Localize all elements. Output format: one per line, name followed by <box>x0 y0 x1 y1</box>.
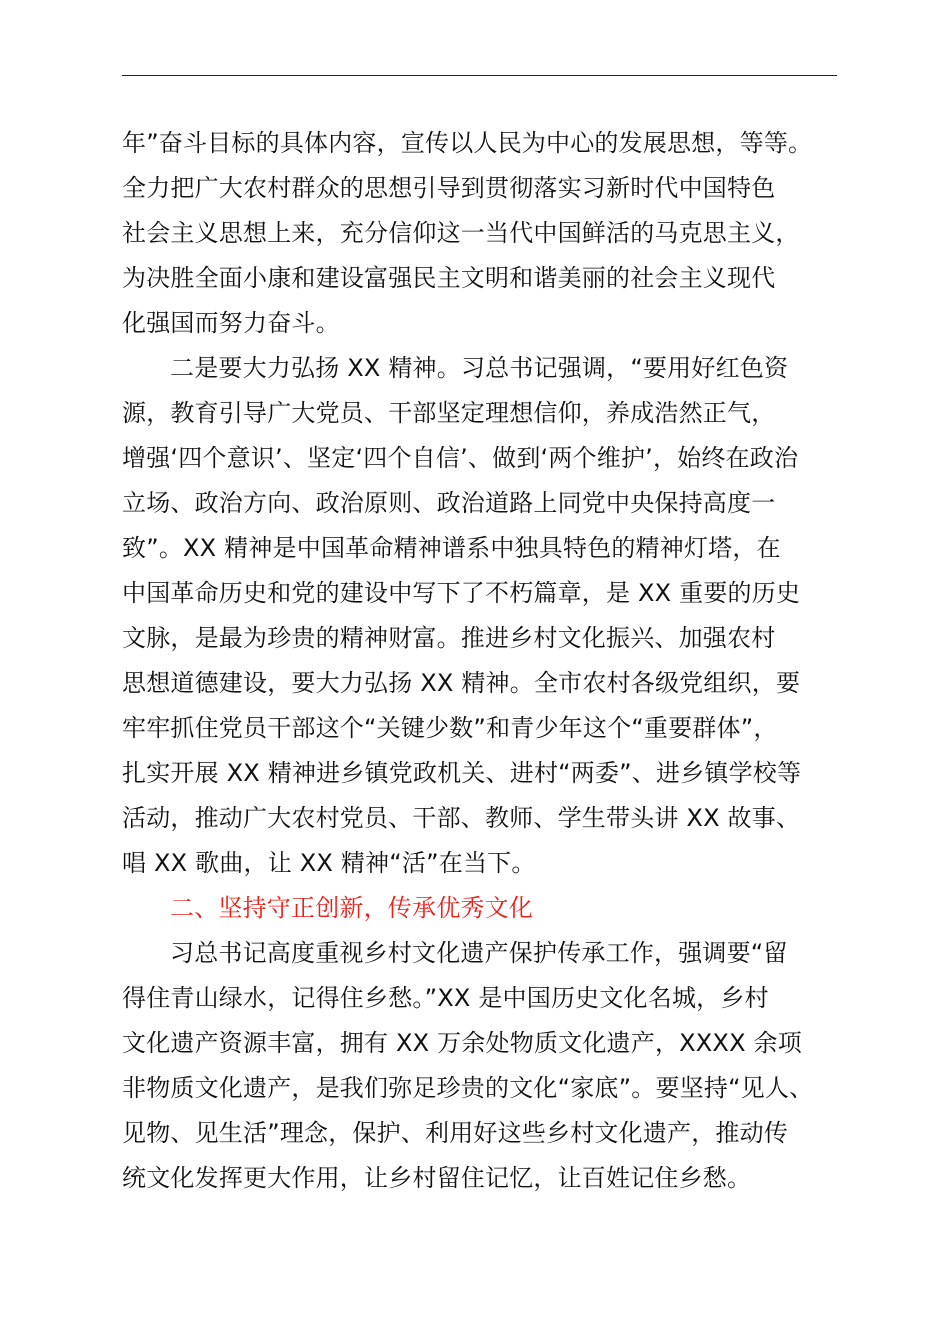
text-line: 中国革命历史和党的建设中写下了不朽篇章，是 XX 重要的历史 <box>122 579 801 607</box>
text-line: 思想道德建设，要大力弘扬 XX 精神。全市农村各级党组织，要 <box>122 669 801 697</box>
text-line: 立场、政治方向、政治原则、政治道路上同党中央保持高度一 <box>122 489 776 517</box>
text-line: 扎实开展 XX 精神进乡镇党政机关、进村“两委”、进乡镇学校等 <box>122 759 802 787</box>
text-line: 全力把广大农村群众的思想引导到贯彻落实习新时代中国特色 <box>122 174 776 202</box>
text-line: 致”。XX 精神是中国革命精神谱系中独具特色的精神灯塔，在 <box>122 534 781 562</box>
text-line: 得住青山绿水，记得住乡愁。”XX 是中国历史文化名城，乡村 <box>122 984 769 1012</box>
text-line: 为决胜全面小康和建设富强民主文明和谐美丽的社会主义现代 <box>122 264 776 292</box>
text-line: 二是要大力弘扬 XX 精神。习总书记强调，“要用好红色资 <box>170 354 789 382</box>
section-heading <box>122 886 842 931</box>
document-body <box>122 121 842 1201</box>
text-line: 见物、见生活”理念，保护、利用好这些乡村文化遗产，推动传 <box>122 1119 789 1147</box>
text-line: 非物质文化遗产，是我们弥足珍贵的文化“家底”。要坚持“见人、 <box>122 1074 814 1102</box>
text-line: 统文化发挥更大作用，让乡村留住记忆，让百姓记住乡愁。 <box>122 1164 752 1192</box>
text-line: 活动，推动广大农村党员、干部、教师、学生带头讲 XX 故事、 <box>122 804 801 832</box>
text-line: 增强‘四个意识’、坚定‘四个自信’、做到‘两个维护’，始终在政治 <box>122 444 799 472</box>
text-line: 文化遗产资源丰富，拥有 XX 万余处物质文化遗产，XXXX 余项 <box>122 1029 802 1057</box>
paragraph-2 <box>122 346 842 886</box>
text-line: 社会主义思想上来，充分信仰这一当代中国鲜活的马克思主义， <box>122 219 800 247</box>
section-heading-text: 二、坚持守正创新，传承优秀文化 <box>170 894 533 922</box>
text-line: 源，教育引导广大党员、干部坚定理想信仰，养成浩然正气， <box>122 399 776 427</box>
header-rule <box>122 75 837 76</box>
text-line: 化强国而努力奋斗。 <box>122 309 340 337</box>
paragraph-1 <box>122 121 842 346</box>
text-line: 习总书记高度重视乡村文化遗产保护传承工作，强调要“留 <box>170 939 788 967</box>
paragraph-3 <box>122 931 842 1201</box>
text-line: 文脉，是最为珍贵的精神财富。推进乡村文化振兴、加强农村 <box>122 624 776 652</box>
text-line: 牢牢抓住党员干部这个“关键少数”和青少年这个“重要群体”， <box>122 714 778 742</box>
text-line: 年”奋斗目标的具体内容，宣传以人民为中心的发展思想，等等。 <box>122 129 813 157</box>
text-line: 唱 XX 歌曲，让 XX 精神“活”在当下。 <box>122 849 536 877</box>
